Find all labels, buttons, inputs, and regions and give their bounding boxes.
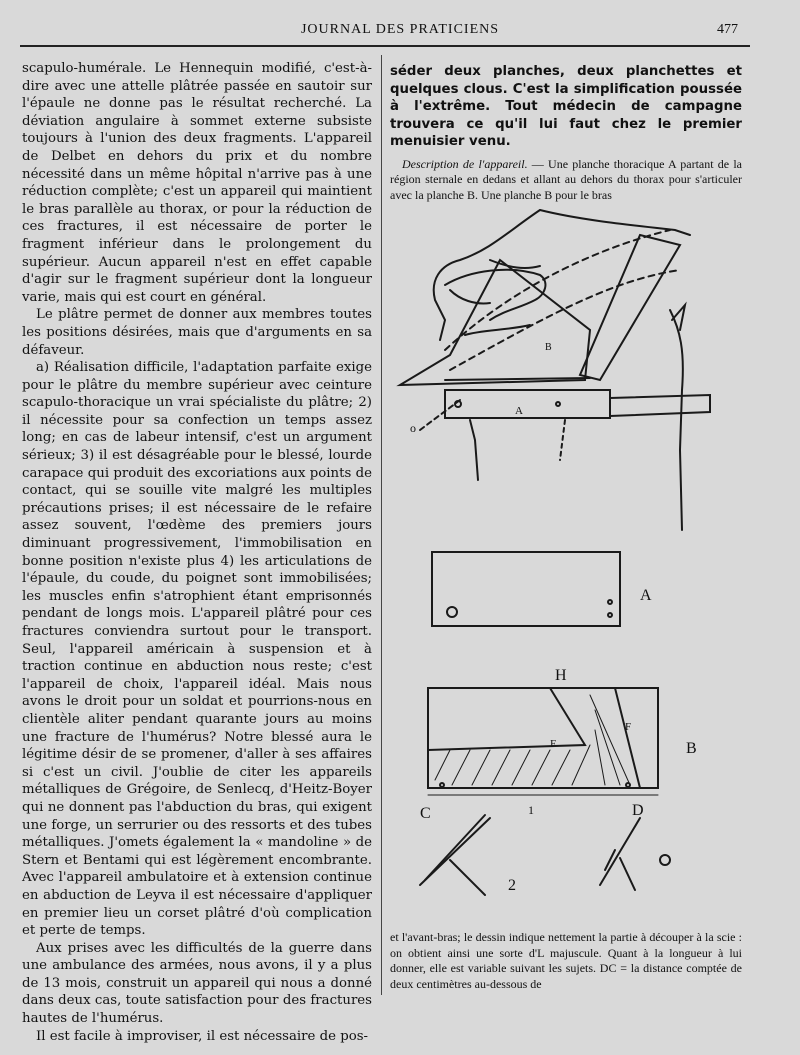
page-number: 477	[717, 22, 738, 37]
mark-f-label: F	[550, 738, 557, 750]
paragraph: a) Réalisation difficile, l'adaptation parfaite exige pour le plâtre du membre supérieur avec ceinture scapulo-thoracique un vrai spécialiste du plâtre; 2) il nécessite pour sa confection un temps assez long; en cas de labeur intensif, c'est un argument sérieux; 3) il est désagréable pour le blessé, lourde carapace qui produit des excoriations aux points de contact, qui se souille vite malgré les multiples précautions prises; il est nécessaire de le refaire assez souvent, l'œdème des premiers jours diminuant progressivement, l'immobilisation en bonne position n'existe plus 4) les articulations de l'épaule, du coude, du poignet sont immobilisées; les muscles enfin s'atrophient étant emprisonnés pendant de longs mois. L'appareil plâtré pour ces fractures conviendra surtout pour le transport. Seul, l'appareil américain à suspension et à traction continue en abduction nous reste; c'est l'appareil de choix, l'appareil idéal. Mais nous avons le droit pour un soldat et pourrions-nous en clientèle aliter pendant quarante jours au moins une fracture de l'humérus? Notre blessé aura le légitime désir de se promener, d'aller à ses affaires si c'est un civil. J'oublie de citer les appareils métalliques de Grégoire, de Senlecq, d'Heitz-Boyer qui ne donnent pas l'abduction du bras, qui exigent une forge, un serrurier ou des ressorts et des tubes métalliques. J'omets également la « mandoline » de Stern et Bentami qui est légèrement encombrante. Avec l'appareil ambulatoire et à extension continue en abduction de Leyva il est nécessaire d'appliquer en premier lieu un corset plâtré d'où complication et perte de temps.	[22, 360, 372, 939]
mark-b-small-label: B	[545, 342, 552, 353]
mark-1-label: 1	[528, 803, 534, 817]
paragraph: Le plâtre permet de donner aux membres toutes les positions désirées, mais que d'arguments en sa défaveur.	[22, 307, 372, 358]
paragraph: Aux prises avec les difficultés de la guerre dans une ambulance des armées, nous avons, il y a plus de 13 mois, construit un appareil qui nous a donné dans deux cas, toute satisfaction pour des fractures hautes de l'humérus.	[22, 940, 372, 1027]
board-b-label: B	[686, 740, 697, 757]
right-column-top	[390, 63, 742, 203]
apparatus-illustration	[390, 190, 750, 915]
column-rule	[381, 55, 382, 995]
paragraph: Il est facile à improviser, il est nécessaire de pos-	[36, 1028, 369, 1044]
mark-f-small-label: F	[625, 721, 632, 733]
mark-2-label: 2	[508, 877, 516, 894]
mark-h-label: H	[555, 667, 567, 684]
description-label: Description de l'appareil.	[402, 156, 528, 171]
header-rule	[20, 45, 750, 47]
apparatus-drawing	[390, 190, 750, 915]
mark-o-label: o	[410, 421, 416, 435]
bold-paragraph: séder deux planches, deux planchettes et quelques clous. C'est la simplification poussée à l'extrême. Tout médecin de campagne trouvera ce qu'il lui faut chez le premier menuisier venu.	[390, 64, 742, 150]
mark-c-label: C	[420, 805, 431, 822]
mark-d-label: D	[632, 802, 644, 819]
left-column	[22, 60, 372, 1045]
journal-title: JOURNAL DES PRATICIENS	[300, 22, 500, 37]
paragraph: et l'avant-bras; le dessin indique nettement la partie à découper à la scie : on obtient ainsi une sorte d'L majuscule. Quant à la longueur à lui donner, elle est variable suivant les sujets. DC = la distance comptée de deux centimètres au-dessous de	[390, 930, 742, 991]
right-column-bottom	[390, 930, 742, 992]
running-head	[0, 22, 800, 44]
mark-a-small-label: A	[515, 405, 523, 417]
board-a-label: A	[640, 587, 652, 604]
description-text: — Une planche thoracique A partant de la région sternale en dedans et allant au dehors du thorax pour s'articuler avec la planche B. Une planche B pour le bras	[390, 156, 743, 202]
paragraph: scapulo-humérale. Le Hennequin modifié, c'est-à-dire avec une attelle plâtrée passée en sautoir sur l'épaule ne donne pas le résultat recherché. La déviation angulaire à sommet externe subsiste toujours à l'union des deux fragments. L'appareil de Delbet en dehors du prix et du nombre nécessité dans un même hôpital n'arrive pas à une réduction complète; c'est un appareil qui maintient le bras parallèle au thorax, or pour la réduction de ces fractures, il est nécessaire de porter le fragment inférieur dans le prolongement du supérieur. Aucun appareil n'est en effet capable d'agir sur le fragment supérieur dont la longueur varie, mais qui est court en général.	[22, 61, 372, 305]
